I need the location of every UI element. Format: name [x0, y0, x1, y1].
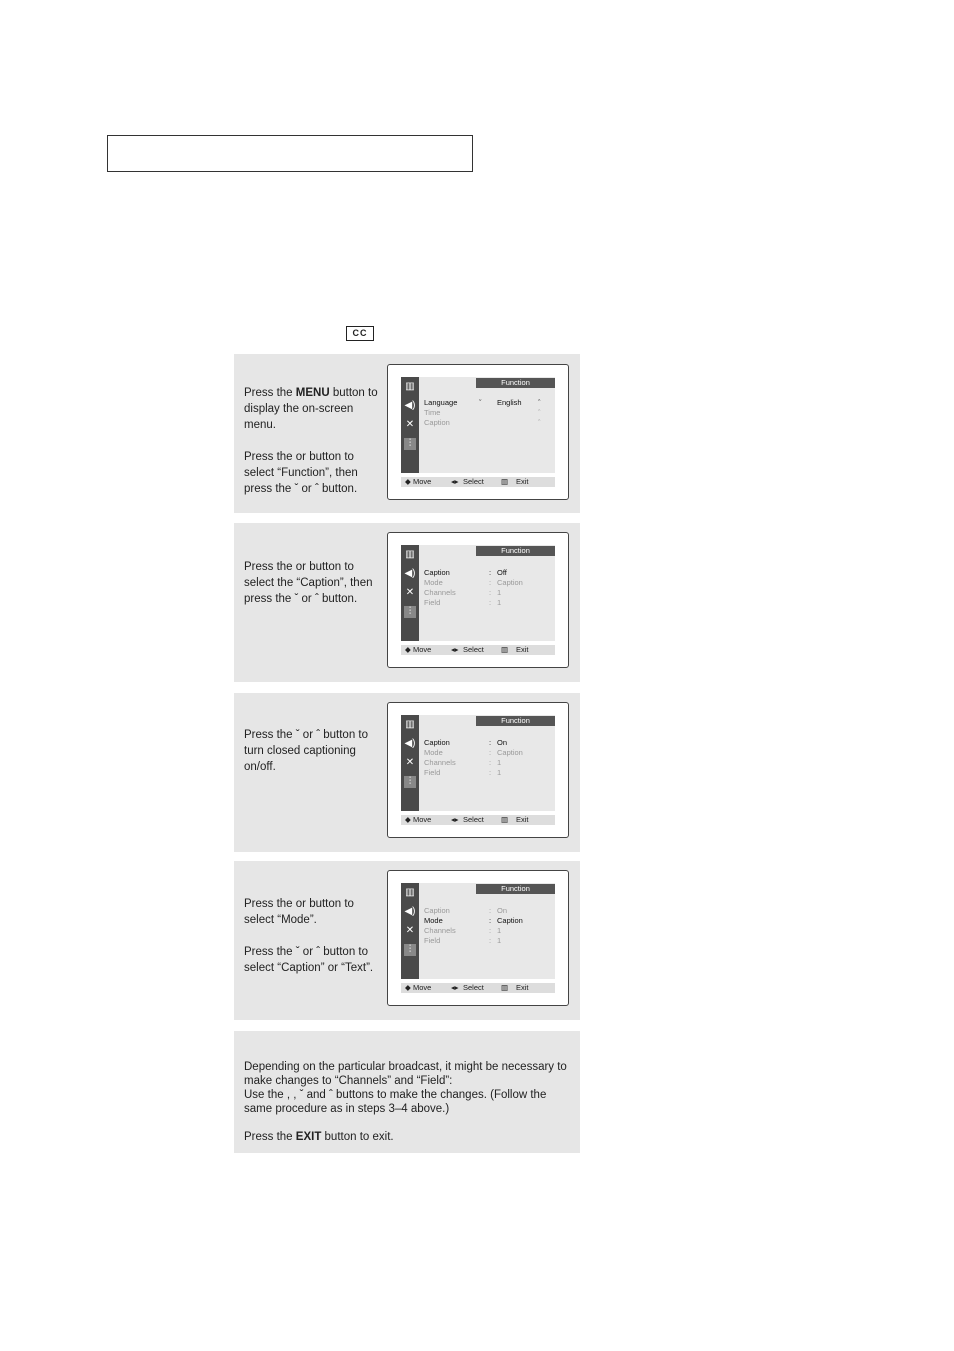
osd-row-colon: : — [489, 588, 492, 597]
select-label: Select — [463, 815, 484, 824]
osd-row-value: 1 — [497, 758, 502, 767]
osd-title: Function — [476, 716, 555, 726]
osd-row-value: Caption — [497, 578, 523, 587]
osd-row-value: 1 — [497, 936, 502, 945]
updown-icon: ◆ — [405, 477, 411, 486]
osd-row-value: 1 — [497, 588, 502, 597]
speaker-icon: ◀) — [404, 568, 416, 579]
osd-screen — [387, 364, 569, 500]
osd-footer — [401, 815, 555, 825]
speaker-icon: ◀) — [404, 906, 416, 917]
function-icon: ⫶ — [404, 438, 416, 450]
note-line-2: Use the , , ˇ and ˆ buttons to make the changes. (Follow the same procedure as in steps 3–4 above.) — [244, 1089, 547, 1115]
instruction-paragraph — [244, 944, 382, 976]
osd-row-label: Field — [424, 936, 441, 945]
osd-row-label: Time — [424, 408, 441, 417]
osd-row — [424, 578, 554, 587]
select-label: Select — [463, 477, 484, 486]
osd-row-colon: : — [489, 906, 492, 915]
osd-row — [424, 916, 554, 925]
osd-row — [424, 906, 554, 915]
osd-row — [424, 598, 554, 607]
osd-row-label: Mode — [424, 748, 443, 757]
instruction-text: Press the or button to select “Function”, then press the ˇ or ˆ button. — [244, 451, 358, 495]
step-instructions — [244, 559, 382, 607]
osd-row — [424, 738, 554, 747]
exit-label: Exit — [516, 983, 529, 992]
speaker-icon: ◀) — [404, 400, 416, 411]
osd-title: Function — [476, 378, 555, 388]
select-label: Select — [463, 983, 484, 992]
satellite-icon: ✕ — [405, 419, 415, 430]
menu-icon: ▥ — [405, 887, 415, 898]
exit-label: Exit — [516, 477, 529, 486]
osd-row-label: Caption — [424, 568, 450, 577]
osd-row-colon: : — [489, 926, 492, 935]
osd-menu-panel — [401, 545, 555, 641]
osd-row-value: Off — [497, 568, 507, 577]
instruction-text: Press the ˇ or ˆ button to turn closed captioning on/off. — [244, 729, 369, 773]
function-icon: ⫶ — [404, 776, 416, 788]
osd-row-colon: : — [489, 598, 492, 607]
osd-row — [424, 568, 554, 577]
move-label: Move — [413, 983, 432, 992]
function-icon: ⫶ — [404, 606, 416, 618]
osd-row-value: On — [497, 738, 508, 747]
osd-row-label: Language — [424, 398, 458, 407]
osd-row — [424, 758, 554, 767]
updown-icon: ◆ — [405, 645, 411, 654]
leftright-icon: ◂▸ — [451, 983, 459, 992]
note-line-1: Depending on the particular broadcast, it might be necessary to make changes to “Channels” and “Field”: — [244, 1061, 567, 1087]
osd-row-arrow-right: ˆ — [538, 398, 541, 407]
instruction-text: button to display the on-screen menu. — [244, 387, 378, 431]
exit-label: Exit — [516, 815, 529, 824]
osd-menu-panel — [401, 377, 555, 473]
speaker-icon: ◀) — [404, 738, 416, 749]
osd-row-label: Caption — [424, 738, 450, 747]
instruction-paragraph — [244, 559, 382, 607]
osd-row — [424, 748, 554, 757]
select-label: Select — [463, 645, 484, 654]
osd-row — [424, 936, 554, 945]
osd-title: Function — [476, 884, 555, 894]
satellite-icon: ✕ — [405, 925, 415, 936]
exit-label: Exit — [516, 645, 529, 654]
osd-row-label: Channels — [424, 758, 456, 767]
step-box-4 — [234, 861, 580, 1020]
osd-row-value: On — [497, 906, 508, 915]
note-exit-line — [244, 1130, 574, 1144]
satellite-icon: ✕ — [405, 587, 415, 598]
osd-row-label: Channels — [424, 926, 456, 935]
osd-sidebar — [401, 545, 419, 641]
osd-row — [424, 418, 554, 427]
osd-row-label: Mode — [424, 578, 443, 587]
move-label: Move — [413, 815, 432, 824]
osd-row — [424, 926, 554, 935]
osd-row — [424, 408, 554, 417]
osd-row — [424, 768, 554, 777]
step-instructions — [244, 896, 382, 976]
osd-row-label: Field — [424, 598, 441, 607]
instruction-paragraph — [244, 727, 382, 775]
osd-row-value: English — [497, 398, 522, 407]
step-instructions — [244, 727, 382, 775]
instruction-text: Press the ˇ or ˆ button to select “Caption” or “Text”. — [244, 946, 374, 974]
instruction-paragraph — [244, 385, 382, 433]
osd-row-value: 1 — [497, 926, 502, 935]
osd-screen — [387, 870, 569, 1006]
leftright-icon: ◂▸ — [451, 645, 459, 654]
osd-row — [424, 398, 554, 407]
exit-prefix: Press the — [244, 1131, 296, 1143]
menu-icon: ▥ — [405, 549, 415, 560]
osd-row-value: 1 — [497, 768, 502, 777]
osd-footer — [401, 983, 555, 993]
osd-row-label: Field — [424, 768, 441, 777]
osd-menu-panel — [401, 715, 555, 811]
osd-row — [424, 588, 554, 597]
osd-footer — [401, 477, 555, 487]
osd-row-arrow-right: ˆ — [538, 408, 541, 417]
key-name: MENU — [295, 387, 330, 399]
osd-row-value: Caption — [497, 916, 523, 925]
osd-footer — [401, 645, 555, 655]
osd-row-colon: : — [489, 916, 492, 925]
osd-row-arrow: ˇ — [479, 398, 482, 407]
updown-icon: ◆ — [405, 983, 411, 992]
osd-screen — [387, 702, 569, 838]
osd-row-label: Caption — [424, 418, 450, 427]
osd-row-colon: : — [489, 768, 492, 777]
satellite-icon: ✕ — [405, 757, 415, 768]
function-icon: ⫶ — [404, 944, 416, 956]
osd-sidebar — [401, 715, 419, 811]
exit-menu-icon: ▥ — [501, 645, 509, 654]
osd-title: Function — [476, 546, 555, 556]
move-label: Move — [413, 645, 432, 654]
osd-row-colon: : — [489, 748, 492, 757]
exit-key: EXIT — [295, 1131, 322, 1143]
osd-row-colon: : — [489, 738, 492, 747]
osd-row-value: Caption — [497, 748, 523, 757]
note-box — [234, 1031, 580, 1153]
osd-row-colon: : — [489, 568, 492, 577]
menu-icon: ▥ — [405, 719, 415, 730]
osd-row-label: Mode — [424, 916, 443, 925]
step-box-3 — [234, 693, 580, 852]
menu-icon: ▥ — [405, 381, 415, 392]
osd-menu-panel — [401, 883, 555, 979]
osd-row-colon: : — [489, 578, 492, 587]
exit-menu-icon: ▥ — [501, 815, 509, 824]
move-label: Move — [413, 477, 432, 486]
osd-screen — [387, 532, 569, 668]
leftright-icon: ◂▸ — [451, 815, 459, 824]
instruction-text: Press the or button to select “Mode”. — [244, 898, 354, 926]
note-text — [244, 1060, 574, 1144]
exit-menu-icon: ▥ — [501, 477, 509, 486]
instruction-paragraph — [244, 896, 382, 928]
step-box-2 — [234, 523, 580, 682]
leftright-icon: ◂▸ — [451, 477, 459, 486]
osd-row-label: Caption — [424, 906, 450, 915]
step-instructions — [244, 385, 382, 497]
osd-row-value: 1 — [497, 598, 502, 607]
instruction-text: Press the — [244, 387, 296, 399]
osd-sidebar — [401, 377, 419, 473]
exit-suffix: button to exit. — [321, 1131, 394, 1143]
step-box-1 — [234, 354, 580, 513]
osd-row-arrow-right: ˆ — [538, 418, 541, 427]
instruction-text: Press the or button to select the “Caption”, then press the ˇ or ˆ button. — [244, 561, 373, 605]
cc-badge: CC — [346, 326, 374, 341]
updown-icon: ◆ — [405, 815, 411, 824]
osd-row-colon: : — [489, 758, 492, 767]
osd-row-label: Channels — [424, 588, 456, 597]
osd-row-colon: : — [489, 936, 492, 945]
osd-sidebar — [401, 883, 419, 979]
section-header-box — [107, 135, 473, 172]
instruction-paragraph — [244, 449, 382, 497]
exit-menu-icon: ▥ — [501, 983, 509, 992]
